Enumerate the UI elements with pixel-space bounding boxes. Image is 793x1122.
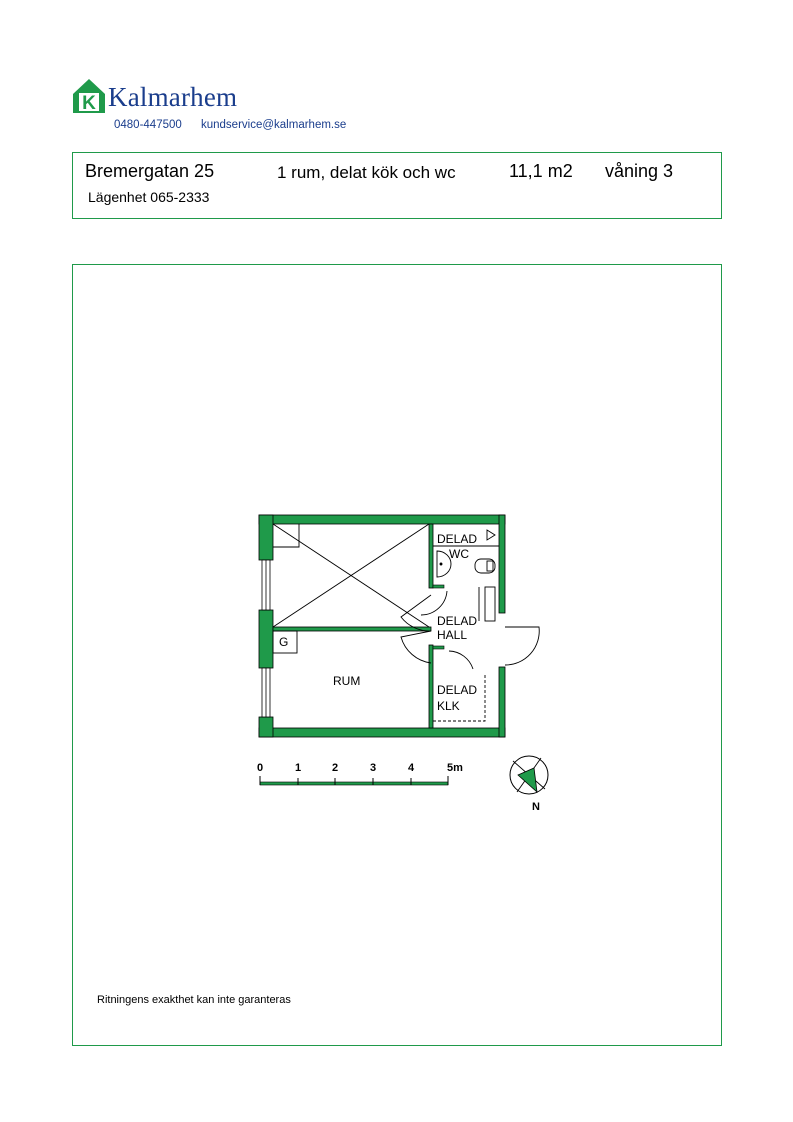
room-label-wc-1: DELAD bbox=[437, 532, 478, 546]
doors bbox=[401, 591, 539, 669]
room-label-rum: RUM bbox=[333, 674, 361, 688]
address: Bremergatan 25 bbox=[85, 161, 215, 181]
brand-logo bbox=[72, 78, 372, 138]
room-label-klk-1: DELAD bbox=[437, 683, 478, 697]
apartment-number: Lägenhet 065-2333 bbox=[88, 189, 210, 205]
room-label-klk-2: KLK bbox=[437, 699, 460, 713]
apartment-description: 1 rum, delat kök och wc bbox=[277, 163, 456, 182]
scale-label-1: 1 bbox=[294, 762, 302, 774]
logo-letter: K bbox=[82, 93, 96, 114]
floor-level: våning 3 bbox=[605, 161, 674, 181]
plan-box bbox=[72, 264, 722, 1046]
brand-phone: 0480-447500 bbox=[114, 119, 182, 131]
room-label-hall-1: DELAD bbox=[437, 614, 478, 628]
brand-name: Kalmarhem bbox=[108, 82, 238, 112]
scale-label-0: 0 bbox=[256, 762, 264, 774]
scale-bar bbox=[257, 762, 463, 785]
compass-label: N bbox=[532, 801, 540, 813]
room-label-g: G bbox=[279, 635, 289, 649]
contact-line bbox=[114, 119, 346, 131]
floor-plan bbox=[73, 265, 721, 1045]
apartment-area: 11,1 m2 bbox=[509, 161, 573, 181]
house-logo-icon bbox=[72, 78, 106, 114]
scale-label-5m: 5m bbox=[447, 762, 463, 774]
disclaimer: Ritningens exakthet kan inte garanteras bbox=[97, 994, 291, 1006]
scale-label-3: 3 bbox=[369, 762, 377, 774]
kitchen-dashed-outline bbox=[433, 675, 485, 721]
storage-area bbox=[273, 524, 429, 627]
compass-icon bbox=[510, 756, 548, 813]
scale-label-4: 4 bbox=[407, 762, 415, 774]
room-label-wc-2: WC bbox=[449, 547, 469, 561]
header-box bbox=[72, 152, 722, 219]
room-label-hall-2: HALL bbox=[437, 628, 468, 642]
brand-email: kundservice@kalmarhem.se bbox=[201, 119, 347, 131]
scale-label-2: 2 bbox=[331, 762, 339, 774]
